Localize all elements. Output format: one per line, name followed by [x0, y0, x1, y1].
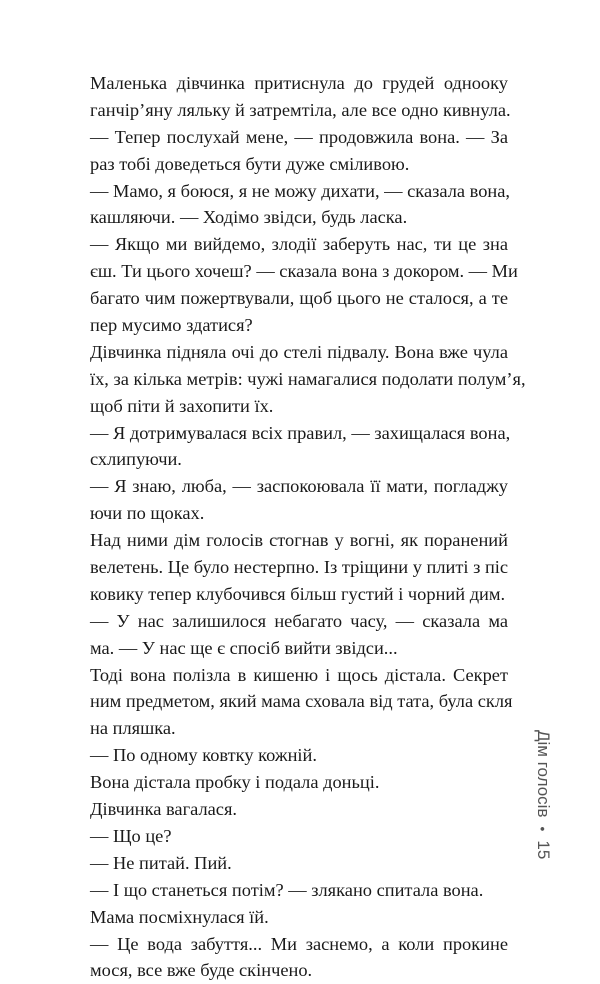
text-line: — І що станеться потім? — злякано спитала вона. [90, 879, 484, 900]
text-line: — Що це? [90, 825, 172, 846]
text-line: щоб піти й захопити їх. [90, 395, 274, 416]
text-line: — Це вода забуття... Ми заснемо, а коли прокине [90, 933, 508, 954]
text-line: кашляючи. — Ходімо звідси, будь ласка. [90, 207, 408, 228]
text-line: їх, за кілька метрів: чужі намагалися подолати полум’я, [90, 368, 526, 389]
text-line: — Я знаю, люба, — заспокоювала її мати, погладжу [90, 476, 508, 497]
body-text [90, 70, 526, 984]
text-line: Дівчинка вагалася. [90, 799, 238, 820]
text-line: пер мусимо здатися? [90, 315, 253, 336]
text-line: ковику тепер клубочився більш густий і чорний дим. [90, 583, 506, 604]
text-line: схлипуючи. [90, 449, 182, 470]
page-number: 15 [534, 840, 553, 860]
text-line: — Я дотримувалася всіх правил, — захищалася вона, [90, 422, 511, 443]
text-line: мося, все вже буде скінчено. [90, 960, 313, 981]
text-line: ним предметом, який мама сховала від тата, була скля [90, 691, 513, 712]
text-line: — У нас залишилося небагато часу, — сказала ма [90, 610, 508, 631]
text-line: раз тобі доведеться бути дуже сміливою. [90, 153, 410, 174]
text-line: Вона дістала пробку і подала доньці. [90, 772, 380, 793]
text-line: Маленька дівчинка притиснула до грудей однооку [90, 73, 508, 93]
text-line: Над ними дім голосів стогнав у вогні, як поранений [90, 530, 508, 551]
text-line: на пляшка. [90, 718, 176, 739]
text-line: — Тепер послухай мене, — продовжила вона. — За [90, 126, 508, 147]
text-line: ючи по щоках. [90, 503, 205, 524]
text-line: велетень. Це було нестерпно. Із тріщини у плиті з піс [90, 557, 509, 578]
text-line: — Мамо, я боюся, я не можу дихати, — сказала вона, [90, 180, 510, 201]
text-line: Тоді вона полізла в кишеню і щось дістала. Секрет [90, 664, 508, 685]
text-line: — Не питай. Пий. [90, 852, 232, 873]
text-line: багато чим пожертвували, щоб цього не сталося, а те [90, 288, 508, 309]
text-line: — Якщо ми вийдемо, злодії заберуть нас, ти це зна [90, 234, 508, 255]
running-footer [530, 730, 556, 920]
text-line: Мама посміхнулася їй. [90, 906, 269, 927]
running-title: Дім голосів [534, 730, 553, 818]
text-line: ганчір’яну ляльку й затремтіла, але все одно кивнула. [90, 99, 511, 120]
text-line: ма. — У нас ще є спосіб вийти звідси... [90, 637, 398, 658]
text-line: єш. Ти цього хочеш? — сказала вона з докором. — Ми [90, 261, 518, 282]
text-line: — По одному ковтку кожній. [90, 745, 317, 766]
text-line: Дівчинка підняла очі до стелі підвалу. Вона вже чула [90, 341, 508, 362]
footer-bullet: • [535, 826, 551, 832]
